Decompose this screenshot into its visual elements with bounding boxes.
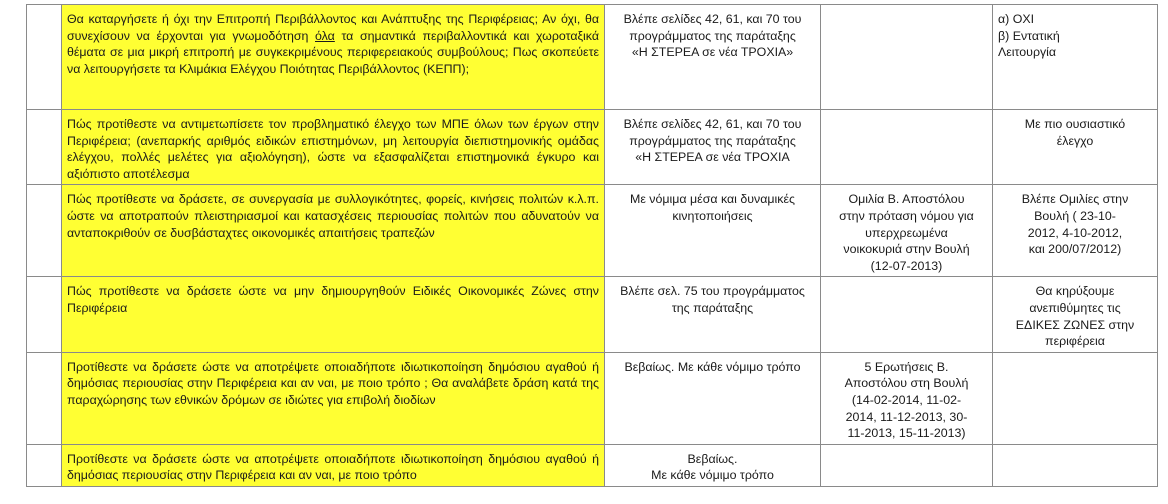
- answer-cell: [605, 352, 821, 444]
- speech-cell: [821, 185, 993, 277]
- comment-line: Βουλή ( 23-10-: [1034, 208, 1116, 223]
- answer-cell: [605, 5, 821, 110]
- comment-line: 2012, 4-10-2012,: [1027, 225, 1123, 240]
- row-index-cell: [27, 110, 62, 185]
- comment-cell: [993, 5, 1158, 110]
- comment-line: α) ΟΧΙ: [998, 12, 1035, 26]
- question-underlined-word: όλα: [315, 28, 335, 43]
- speech-line: 5 Ερωτήσεις Β.: [864, 359, 949, 374]
- answer-line: Βλέπε σελ. 75 του προγράμματος: [620, 284, 805, 299]
- comment-line: β) Εντατική: [998, 28, 1060, 43]
- comment-cell: [993, 185, 1158, 277]
- table-row: [27, 110, 1158, 185]
- comment-cell: [993, 277, 1158, 352]
- row-index-cell: [27, 352, 62, 444]
- comment-line: περιφέρεια: [1045, 334, 1105, 349]
- comment-cell: [993, 444, 1158, 486]
- comment-cell: [993, 110, 1158, 185]
- speech-line: 11-2013, 15-11-2013): [847, 426, 966, 441]
- question-cell: [62, 444, 605, 486]
- question-text: Προτίθεστε να δράσετε ώστε να αποτρέψετε οποιαδήποτε ιδιωτικοποίηση δημόσιου αγαθού ή δημόσιας περιουσίας στην Περιφέρεια και αν ναι, με ποιο τρόπο: [67, 451, 599, 483]
- answer-line: Βεβαίως.: [687, 451, 738, 466]
- answer-line: Βεβαίως. Με κάθε νόμιμο τρόπο: [624, 359, 801, 374]
- comment-cell: [993, 352, 1158, 444]
- speech-line: στην πρόταση νόμου για: [839, 208, 974, 223]
- comment-line: ΕΔΙΚΕΣ ΖΩΝΕΣ στην: [1015, 317, 1135, 332]
- answer-cell: [605, 277, 821, 352]
- table-row: [27, 185, 1158, 277]
- question-text: Προτίθεστε να δράσετε ώστε να αποτρέψετε οποιαδήποτε ιδιωτικοποίηση δημόσιου αγαθού ή δημόσιας περιουσίας στην Περιφέρεια και αν ναι, με ποιο τρόπο ; Θα αναλάβετε δράση κατά της παραχώρησης των εθνικών δρόμων σε ιδιώτες για επιβολή διοδίων: [67, 359, 599, 407]
- answer-line: Με κάθε νόμιμο τρόπο: [651, 468, 774, 483]
- comment-line: ανεπιθύμητες τις: [1029, 300, 1121, 315]
- row-index-cell: [27, 444, 62, 486]
- table-row: [27, 352, 1158, 444]
- answer-line: προγράμματος της παράταξης: [629, 133, 796, 148]
- speech-cell: [821, 277, 993, 352]
- speech-line: Ομιλία Β. Αποστόλου: [848, 192, 965, 207]
- speech-cell: [821, 5, 993, 110]
- question-cell: [62, 277, 605, 352]
- speech-line: (12-07-2013): [870, 258, 943, 273]
- comment-line: Λειτουργία: [998, 45, 1057, 60]
- table-row: [27, 277, 1158, 352]
- speech-cell: [821, 110, 993, 185]
- question-cell: [62, 5, 605, 110]
- table-row: [27, 5, 1158, 110]
- speech-line: υπερχρεωμένα: [865, 225, 948, 240]
- answer-line: προγράμματος της παράταξης: [629, 28, 796, 43]
- speech-line: Αποστόλου στη Βουλή: [844, 376, 969, 391]
- speech-cell: [821, 444, 993, 486]
- comment-line: Θα κηρύξουμε: [1035, 284, 1115, 299]
- answer-cell: [605, 444, 821, 486]
- comment-line: Με πιο ουσιαστικό: [1024, 117, 1126, 131]
- comment-line: και 200/07/2012): [1028, 242, 1122, 257]
- answer-line: της παράταξης: [671, 300, 754, 315]
- question-cell: [62, 352, 605, 444]
- row-index-cell: [27, 277, 62, 352]
- answer-line: «Η ΣΤΕΡΕΑ σε νέα ΤΡΟΧΙΑ»: [631, 45, 794, 60]
- question-text: Πώς προτίθεστε να αντιμετωπίσετε τον προβληματικό έλεγχο των ΜΠΕ όλων των έργων στην Περιφέρεια; (ανεπαρκής αριθμός ειδικών επιστημόνων, μη λειτουργία διεπιστημονικής ομάδας ελέγχου, πολλές μελέτες για αξιολόγηση), ώστε να εξασφαλίζεται επιστημονικά έγκυρο και αξιόπιστο αποτέλεσμα: [67, 117, 599, 181]
- table-row: [27, 444, 1158, 486]
- answer-line: «Η ΣΤΕΡΕΑ σε νέα ΤΡΟΧΙΑ: [635, 150, 790, 165]
- answer-line: Με νόμιμα μέσα και δυναμικές: [630, 192, 795, 207]
- answer-line: κινητοποιήσεις: [672, 208, 753, 223]
- question-text: Πώς προτίθεστε να δράσετε, σε συνεργασία με συλλογικότητες, φορείς, κινήσεις πολιτών κ.λ.π. ώστε να αποτραπούν πλειστηριασμοί και κατασχέσεις περιουσίας πολιτών που αδυνατούν να ανταποκριθούν σε δυσβάσταχτες οικονομικές απαιτήσεις τραπεζών: [67, 192, 599, 240]
- speech-line: νοικοκυριά στην Βουλή: [843, 242, 970, 257]
- question-cell: [62, 185, 605, 277]
- speech-line: (14-02-2014, 11-02-: [851, 392, 962, 407]
- question-text: Πώς προτίθεστε να δράσετε ώστε να μην δημιουργηθούν Ειδικές Οικονομικές Ζώνες στην Περιφέρεια: [67, 284, 599, 315]
- speech-line: 2014, 11-12-2013, 30-: [845, 409, 968, 424]
- row-index-cell: [27, 5, 62, 110]
- answer-cell: [605, 110, 821, 185]
- answer-cell: [605, 185, 821, 277]
- question-cell: [62, 110, 605, 185]
- questions-table: [26, 4, 1158, 487]
- comment-line: έλεγχο: [1056, 133, 1094, 148]
- comment-line: Βλέπε Ομιλίες στην: [1021, 192, 1129, 207]
- question-text: τα σημαντικά περιβαλλοντικά και χωροταξικά θέματα σε μια μικρή επιτροπή με συγκεκριμένους περιφερειακούς συμβούλους; Πως σκοπεύετε να λειτουργήσετε τα Κλιμάκια Ελέγχου Ποιότητας Περιβάλλοντος (ΚΕΠΠ);: [67, 28, 599, 76]
- speech-cell: [821, 352, 993, 444]
- row-index-cell: [27, 185, 62, 277]
- question-text: Θα καταργήσετε ή όχι την Επιτροπή Περιβάλλοντος και Ανάπτυξης της Περιφέρειας; Αν όχι, θα συνεχίσουν να έρχονται για γνωμοδότηση: [67, 12, 599, 43]
- answer-line: Βλέπε σελίδες 42, 61, και 70 του: [623, 117, 802, 131]
- answer-line: Βλέπε σελίδες 42, 61, και 70 του: [623, 12, 802, 26]
